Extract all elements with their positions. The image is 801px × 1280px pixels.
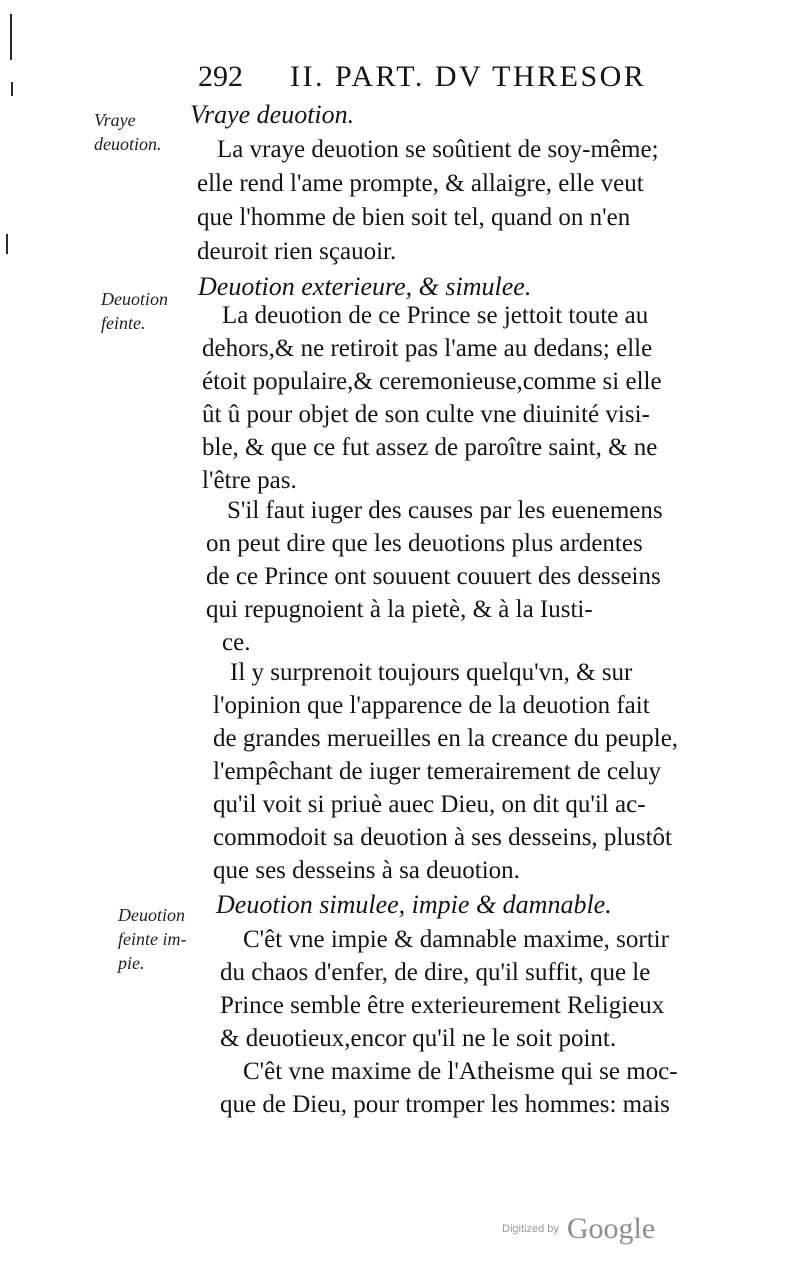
- text-line: étoit populaire,& ceremonieuse,comme si elle: [202, 368, 662, 395]
- text-line: commodoit sa deuotion à ses desseins, plustôt: [213, 824, 672, 851]
- scan-edge-mark: [11, 82, 13, 96]
- running-title: II. PART. DV THRESOR: [290, 60, 647, 93]
- page-number: 292: [198, 60, 243, 93]
- margin-note: Deuotion feinte.: [101, 289, 168, 333]
- text-line: C'êt vne maxime de l'Atheisme qui se moc-: [243, 1058, 678, 1085]
- text-line: qu'il voit si priuè auec Dieu, on dit qu'il ac-: [213, 791, 646, 818]
- text-line: elle rend l'ame prompte, & allaigre, elle veut: [197, 170, 644, 197]
- margin-note: Deuotion feinte im- pie.: [118, 905, 187, 973]
- scan-edge-mark: [10, 14, 12, 60]
- text-line: que ses desseins à sa deuotion.: [213, 857, 520, 884]
- text-line: qui repugnoient à la pietè, & à la Iusti-: [206, 596, 593, 623]
- text-line: on peut dire que les deuotions plus ardentes: [206, 530, 643, 557]
- text-line: que l'homme de bien soit tel, quand on n'en: [197, 204, 631, 231]
- text-line: de grandes merueilles en la creance du peuple,: [213, 725, 679, 752]
- text-line: que de Dieu, pour tromper les hommes: mais: [220, 1091, 670, 1118]
- page-header: [198, 60, 758, 100]
- text-line: ble, & que ce fut assez de paroître saint, & ne: [202, 434, 658, 461]
- text-line: l'opinion que l'apparence de la deuotion fait: [213, 692, 650, 719]
- digitized-watermark: Digitized by Google: [502, 1212, 656, 1245]
- text-line: La vraye deuotion se soûtient de soy-même;: [217, 136, 659, 163]
- text-line: & deuotieux,encor qu'il ne le soit point.: [220, 1025, 617, 1052]
- section-heading: Deuotion simulee, impie & damnable.: [216, 890, 612, 919]
- google-logo: Google: [566, 1212, 656, 1245]
- text-line: Il y surprenoit toujours quelqu'vn, & sur: [230, 659, 633, 686]
- scan-edge-mark: [6, 234, 8, 254]
- text-line: La deuotion de ce Prince se jettoit toute au: [222, 302, 649, 329]
- margin-note: Vraye deuotion.: [94, 110, 162, 154]
- text-line: deuroit rien sçauoir.: [197, 238, 397, 265]
- text-line: ce.: [222, 629, 251, 656]
- text-line: l'empêchant de iuger temerairement de celuy: [213, 758, 662, 785]
- section-heading: Deuotion exterieure, & simulee.: [198, 272, 532, 301]
- text-line: C'êt vne impie & damnable maxime, sortir: [243, 926, 669, 953]
- text-line: Prince semble être exterieurement Religieux: [220, 992, 665, 1019]
- text-line: l'être pas.: [202, 467, 297, 494]
- text-line: du chaos d'enfer, de dire, qu'il suffit, que le: [220, 959, 651, 986]
- text-line: ût û pour objet de son culte vne diuinité visi-: [202, 401, 650, 428]
- text-line: dehors,& ne retiroit pas l'ame au dedans; elle: [202, 335, 653, 362]
- text-line: S'il faut iuger des causes par les euenemens: [227, 497, 663, 524]
- text-line: de ce Prince ont souuent couuert des desseins: [206, 563, 661, 590]
- section-heading: Vraye deuotion.: [190, 100, 355, 129]
